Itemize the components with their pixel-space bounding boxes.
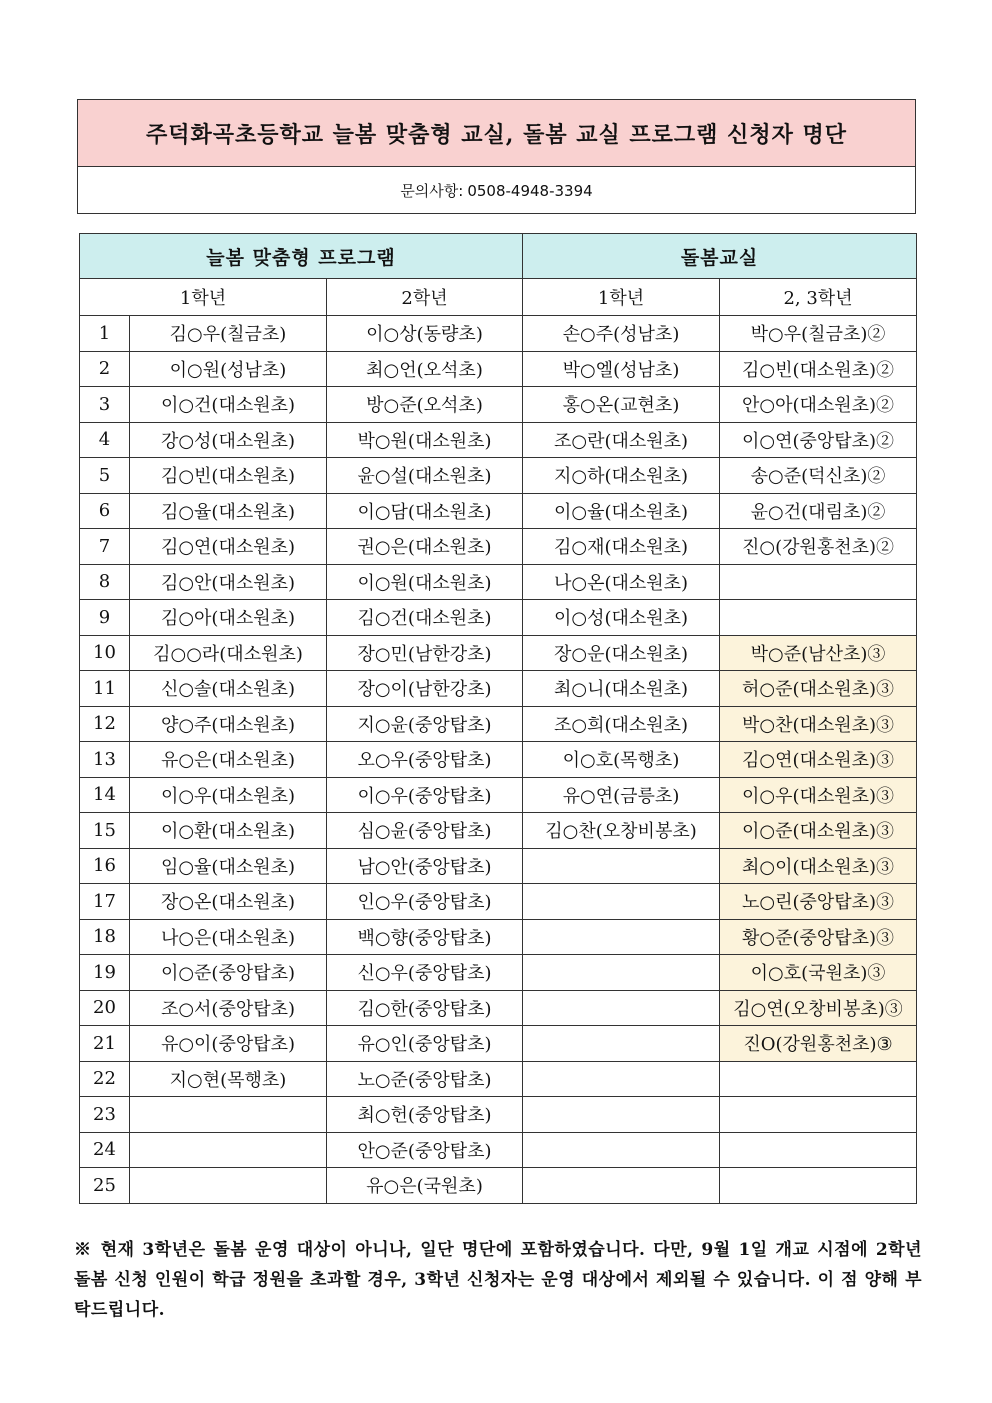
neulbom-grade1-cell: 양○주(대소원초) [130, 706, 327, 742]
row-number: 8 [80, 564, 130, 600]
neulbom-grade1-cell: 지○현(목행초) [130, 1061, 327, 1097]
table-row [80, 1097, 917, 1133]
dolbom-grade23-cell: 진O(강원홍천초)③ [720, 1026, 917, 1062]
dolbom-grade1-cell [523, 848, 720, 884]
neulbom-grade2-cell: 장○이(남한강초) [327, 671, 523, 707]
row-number: 23 [80, 1097, 130, 1133]
dolbom-grade23-cell: 김○연(대소원초)③ [720, 742, 917, 778]
neulbom-grade1-cell: 김○율(대소원초) [130, 493, 327, 529]
dolbom-grade23-cell: 허○준(대소원초)③ [720, 671, 917, 707]
dolbom-grade23-cell: 윤○건(대림초)② [720, 493, 917, 529]
row-number: 2 [80, 351, 130, 387]
neulbom-grade2-cell: 백○향(중앙탑초) [327, 919, 523, 955]
dolbom-grade1-cell: 이○율(대소원초) [523, 493, 720, 529]
table-row [80, 1168, 917, 1204]
table-row [80, 742, 917, 778]
group-header-neulbom: 늘봄 맞춤형 프로그램 [80, 234, 523, 279]
neulbom-grade2-cell: 이○원(대소원초) [327, 564, 523, 600]
neulbom-grade2-cell: 박○원(대소원초) [327, 422, 523, 458]
neulbom-grade2-cell: 김○건(대소원초) [327, 600, 523, 636]
neulbom-grade1-cell: 이○원(성남초) [130, 351, 327, 387]
row-number: 6 [80, 493, 130, 529]
row-number: 18 [80, 919, 130, 955]
dolbom-grade23-cell: 송○준(덕신초)② [720, 458, 917, 494]
neulbom-grade2-cell: 유○인(중앙탑초) [327, 1026, 523, 1062]
dolbom-grade1-cell: 이○성(대소원초) [523, 600, 720, 636]
neulbom-grade1-cell: 조○서(중앙탑초) [130, 990, 327, 1026]
table-row [80, 458, 917, 494]
row-number: 1 [80, 316, 130, 352]
neulbom-grade1-cell: 김○아(대소원초) [130, 600, 327, 636]
table-row [80, 422, 917, 458]
neulbom-grade2-cell: 윤○설(대소원초) [327, 458, 523, 494]
neulbom-grade1-cell: 이○준(중앙탑초) [130, 955, 327, 991]
table-row [80, 777, 917, 813]
dolbom-grade1-cell: 김○찬(오창비봉초) [523, 813, 720, 849]
table-row [80, 635, 917, 671]
table-row [80, 813, 917, 849]
row-number: 17 [80, 884, 130, 920]
page-title: 주덕화곡초등학교 늘봄 맞춤형 교실, 돌봄 교실 프로그램 신청자 명단 [78, 100, 915, 167]
dolbom-grade1-cell [523, 1168, 720, 1204]
table-row [80, 1132, 917, 1168]
neulbom-grade2-cell: 권○은(대소원초) [327, 529, 523, 565]
dolbom-grade23-cell: 진○(강원홍천초)② [720, 529, 917, 565]
neulbom-grade2-cell: 지○윤(중앙탑초) [327, 706, 523, 742]
dolbom-grade1-cell [523, 1097, 720, 1133]
neulbom-grade2-cell: 김○한(중앙탑초) [327, 990, 523, 1026]
neulbom-grade1-cell [130, 1132, 327, 1168]
dolbom-grade1-cell: 나○온(대소원초) [523, 564, 720, 600]
neulbom-grade2-cell: 안○준(중앙탑초) [327, 1132, 523, 1168]
table-row [80, 1026, 917, 1062]
dolbom-grade23-cell: 이○연(중앙탑초)② [720, 422, 917, 458]
neulbom-grade1-cell [130, 1097, 327, 1133]
dolbom-grade1-cell [523, 1061, 720, 1097]
neulbom-grade1-cell: 이○우(대소원초) [130, 777, 327, 813]
neulbom-grade1-cell: 김○연(대소원초) [130, 529, 327, 565]
dolbom-grade1-cell: 조○희(대소원초) [523, 706, 720, 742]
group-header-dolbom: 돌봄교실 [523, 234, 917, 279]
table-row [80, 955, 917, 991]
dolbom-grade1-cell: 유○연(금릉초) [523, 777, 720, 813]
table-row [80, 387, 917, 423]
row-number: 20 [80, 990, 130, 1026]
dolbom-grade1-cell: 이○호(목행초) [523, 742, 720, 778]
neulbom-grade1-cell: 나○은(대소원초) [130, 919, 327, 955]
neulbom-grade1-cell: 유○이(중앙탑초) [130, 1026, 327, 1062]
table-row [80, 848, 917, 884]
dolbom-grade1-cell [523, 1026, 720, 1062]
dolbom-grade23-cell: 김○빈(대소원초)② [720, 351, 917, 387]
dolbom-grade23-cell [720, 1097, 917, 1133]
title-box [77, 99, 916, 214]
contact-phone: 0508-4948-3394 [467, 181, 593, 200]
neulbom-grade2-cell: 노○준(중앙탑초) [327, 1061, 523, 1097]
row-number: 14 [80, 777, 130, 813]
neulbom-grade2-cell: 신○우(중앙탑초) [327, 955, 523, 991]
neulbom-grade1-cell: 임○율(대소원초) [130, 848, 327, 884]
dolbom-grade1-cell: 김○재(대소원초) [523, 529, 720, 565]
dolbom-grade23-cell: 박○찬(대소원초)③ [720, 706, 917, 742]
table-row [80, 316, 917, 352]
dolbom-grade1-cell: 홍○온(교현초) [523, 387, 720, 423]
grade-header-dolbom-23: 2, 3학년 [720, 279, 917, 316]
neulbom-grade1-cell: 김○안(대소원초) [130, 564, 327, 600]
row-number: 24 [80, 1132, 130, 1168]
row-number: 7 [80, 529, 130, 565]
dolbom-grade23-cell: 박○우(칠금초)② [720, 316, 917, 352]
row-number: 19 [80, 955, 130, 991]
neulbom-grade2-cell: 방○준(오석초) [327, 387, 523, 423]
row-number: 16 [80, 848, 130, 884]
row-number: 13 [80, 742, 130, 778]
row-number: 21 [80, 1026, 130, 1062]
dolbom-grade23-cell: 이○우(대소원초)③ [720, 777, 917, 813]
contact-info [78, 167, 915, 214]
row-number: 9 [80, 600, 130, 636]
neulbom-grade2-cell: 남○안(중앙탑초) [327, 848, 523, 884]
neulbom-grade2-cell: 이○상(동량초) [327, 316, 523, 352]
row-number: 11 [80, 671, 130, 707]
neulbom-grade1-cell: 유○은(대소원초) [130, 742, 327, 778]
row-number: 15 [80, 813, 130, 849]
dolbom-grade1-cell [523, 1132, 720, 1168]
neulbom-grade2-cell: 심○윤(중앙탑초) [327, 813, 523, 849]
neulbom-grade1-cell: 김○○라(대소원초) [130, 635, 327, 671]
dolbom-grade1-cell: 장○운(대소원초) [523, 635, 720, 671]
table-row [80, 564, 917, 600]
table-row [80, 600, 917, 636]
dolbom-grade1-cell [523, 990, 720, 1026]
dolbom-grade23-cell: 이○호(국원초)③ [720, 955, 917, 991]
neulbom-grade2-cell: 오○우(중앙탑초) [327, 742, 523, 778]
dolbom-grade23-cell: 황○준(중앙탑초)③ [720, 919, 917, 955]
table-row [80, 351, 917, 387]
row-number: 3 [80, 387, 130, 423]
grade-header-neulbom-1: 1학년 [80, 279, 327, 316]
applicant-rows [80, 316, 917, 1204]
neulbom-grade2-cell: 이○담(대소원초) [327, 493, 523, 529]
row-number: 5 [80, 458, 130, 494]
dolbom-grade23-cell: 최○이(대소원초)③ [720, 848, 917, 884]
neulbom-grade1-cell: 이○환(대소원초) [130, 813, 327, 849]
grade-header-dolbom-1: 1학년 [523, 279, 720, 316]
table-row [80, 1061, 917, 1097]
neulbom-grade2-cell: 이○우(중앙탑초) [327, 777, 523, 813]
row-number: 22 [80, 1061, 130, 1097]
row-number: 10 [80, 635, 130, 671]
dolbom-grade1-cell [523, 884, 720, 920]
dolbom-grade23-cell [720, 600, 917, 636]
table-row [80, 493, 917, 529]
row-number: 4 [80, 422, 130, 458]
table-row [80, 990, 917, 1026]
dolbom-grade1-cell: 박○엘(성남초) [523, 351, 720, 387]
dolbom-grade23-cell: 이○준(대소원초)③ [720, 813, 917, 849]
neulbom-grade2-cell: 유○은(국원초) [327, 1168, 523, 1204]
grade-header-neulbom-2: 2학년 [327, 279, 523, 316]
neulbom-grade1-cell: 김○빈(대소원초) [130, 458, 327, 494]
neulbom-grade2-cell: 최○헌(중앙탑초) [327, 1097, 523, 1133]
dolbom-grade23-cell [720, 1132, 917, 1168]
contact-label: 문의사항: [400, 182, 464, 200]
dolbom-grade1-cell: 손○주(성남초) [523, 316, 720, 352]
dolbom-grade1-cell [523, 919, 720, 955]
dolbom-grade23-cell [720, 1168, 917, 1204]
neulbom-grade1-cell: 이○건(대소원초) [130, 387, 327, 423]
dolbom-grade23-cell [720, 564, 917, 600]
table-row [80, 706, 917, 742]
row-number: 12 [80, 706, 130, 742]
dolbom-grade23-cell: 노○린(중앙탑초)③ [720, 884, 917, 920]
dolbom-grade23-cell: 김○연(오창비봉초)③ [720, 990, 917, 1026]
neulbom-grade2-cell: 최○언(오석초) [327, 351, 523, 387]
applicant-table [79, 233, 917, 1204]
neulbom-grade2-cell: 장○민(남한강초) [327, 635, 523, 671]
table-row [80, 529, 917, 565]
row-number: 25 [80, 1168, 130, 1204]
neulbom-grade1-cell [130, 1168, 327, 1204]
dolbom-grade1-cell: 최○니(대소원초) [523, 671, 720, 707]
table-row [80, 671, 917, 707]
dolbom-grade1-cell: 조○란(대소원초) [523, 422, 720, 458]
dolbom-grade23-cell: 박○준(남산초)③ [720, 635, 917, 671]
neulbom-grade2-cell: 인○우(중앙탑초) [327, 884, 523, 920]
neulbom-grade1-cell: 김○우(칠금초) [130, 316, 327, 352]
neulbom-grade1-cell: 신○솔(대소원초) [130, 671, 327, 707]
dolbom-grade23-cell [720, 1061, 917, 1097]
table-row [80, 919, 917, 955]
dolbom-grade23-cell: 안○아(대소원초)② [720, 387, 917, 423]
notice-text: ※ 현재 3학년은 돌봄 운영 대상이 아니나, 일단 명단에 포함하였습니다. 다만, 9월 1일 개교 시점에 2학년 돌봄 신청 인원이 학급 정원을 초과할 경우, 3학년 신청자는 운영 대상에서 제외될 수 있습니다. 이 점 양해 부탁드립니다. [74, 1240, 922, 1320]
dolbom-grade1-cell: 지○하(대소원초) [523, 458, 720, 494]
dolbom-grade1-cell [523, 955, 720, 991]
neulbom-grade1-cell: 장○온(대소원초) [130, 884, 327, 920]
table-row [80, 884, 917, 920]
neulbom-grade1-cell: 강○성(대소원초) [130, 422, 327, 458]
